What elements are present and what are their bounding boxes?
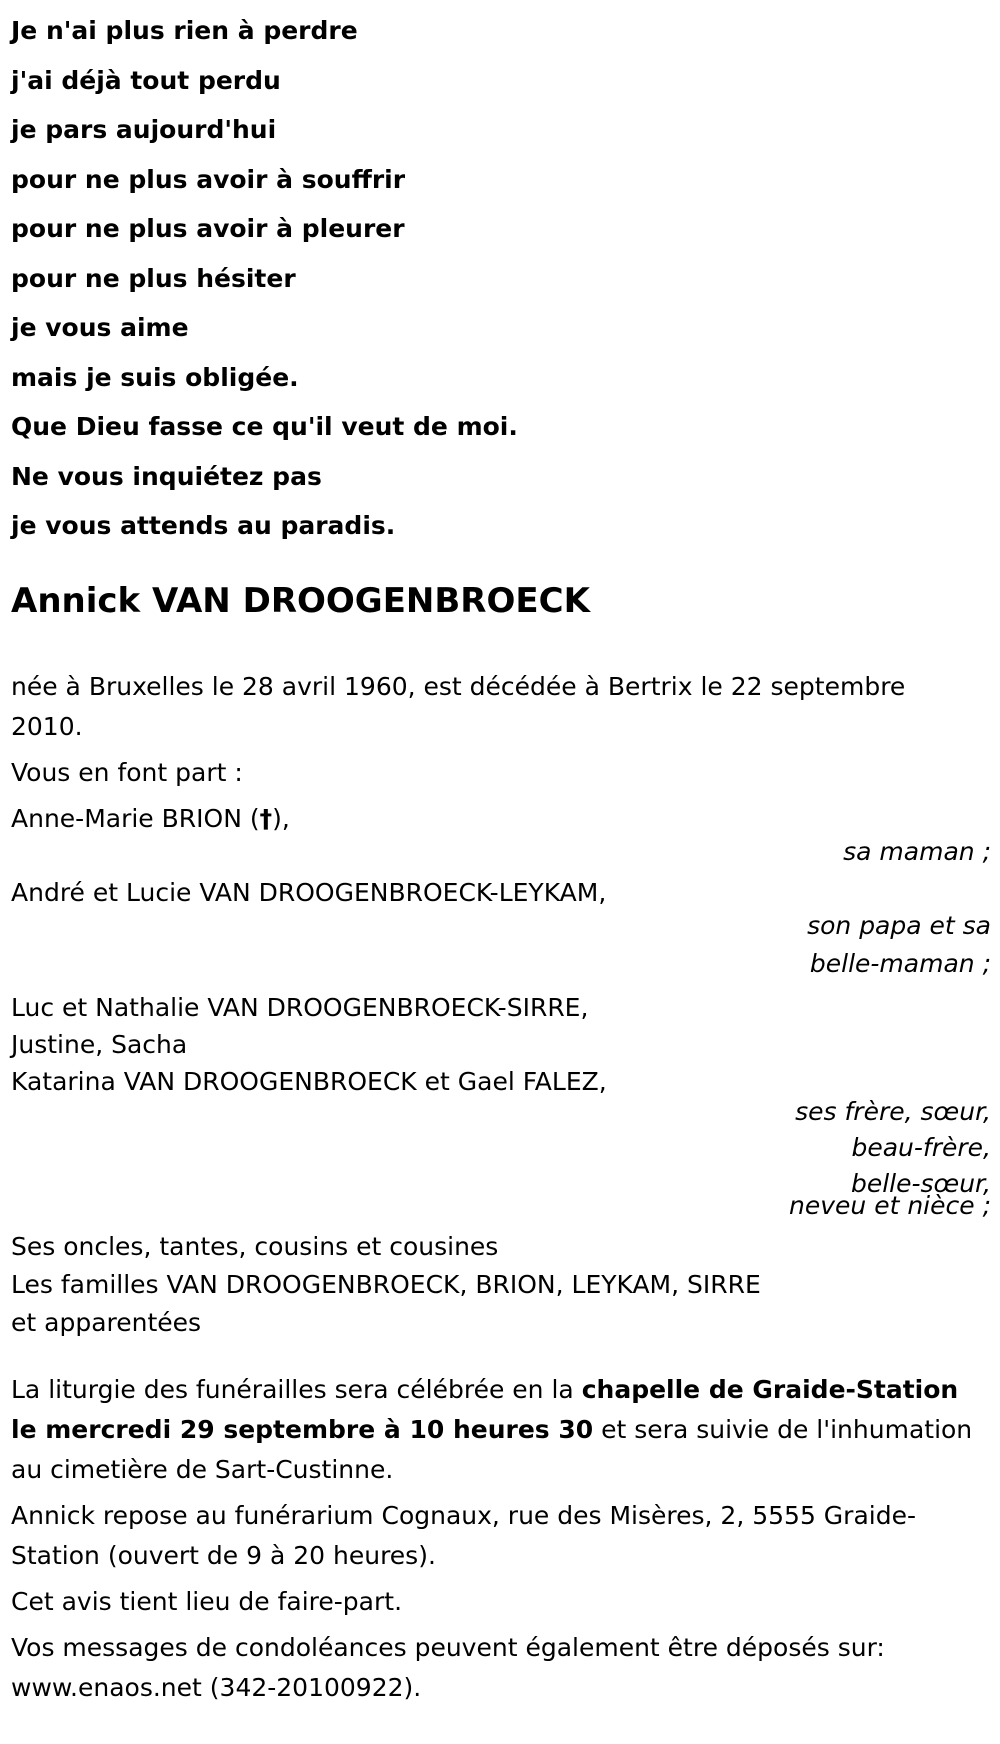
poem [11, 0, 1000, 551]
funeral-intro: La liturgie des funérailles sera célébrée en la [11, 1374, 582, 1404]
others-line-2: Les familles VAN DROOGENBROECK, BRION, LEYKAM, SIRRE [11, 1269, 761, 1299]
siblings-relation-1: ses frère, sœur, [795, 1096, 991, 1126]
poem-line: je vous attends au paradis. [11, 511, 396, 540]
funeral-date: le mercredi 29 septembre à 10 heures 30 [11, 1414, 594, 1444]
siblings-relation-3: belle-sœur, [850, 1168, 991, 1198]
birth-death-text: née à Bruxelles le 28 avril 1960, est décédée à Bertrix le 22 septembre 2010. [11, 671, 906, 741]
poem-line: Ne vous inquiétez pas [11, 461, 322, 491]
funeral-text [11, 1370, 991, 1490]
poem-line: pour ne plus avoir à pleurer [11, 214, 405, 243]
obituary-body [11, 667, 991, 1708]
poem-line: pour ne plus hésiter [11, 263, 296, 293]
siblings-line-2: Justine, Sacha [11, 1029, 188, 1059]
funeral-rest: et sera suivie de l'inhumation au cimetière de Sart-Custinne. [11, 1414, 973, 1484]
father-relation-2: belle-maman ; [809, 948, 991, 978]
poem-line: pour ne plus avoir à souffrir [11, 164, 406, 194]
condolences-text: Vos messages de condoléances peuvent également être déposés sur: www.enaos.net (342-20100922). [11, 1632, 885, 1702]
poem-line: Je n'ai plus rien à perdre [11, 16, 358, 45]
mother-name-text: Anne-Marie BRION ( [11, 803, 260, 833]
mother-relation: sa maman ; [843, 836, 991, 866]
notice-text: Cet avis tient lieu de faire-part. [11, 1586, 403, 1616]
announce-text: Vous en font part : [11, 757, 243, 787]
cross-icon: † [259, 803, 273, 833]
siblings-line-3: Katarina VAN DROOGENBROECK et Gael FALEZ, [11, 1066, 607, 1096]
siblings-relation-2: beau-frère, [851, 1132, 991, 1162]
poem-line: j'ai déjà tout perdu [11, 65, 281, 95]
others-line-1: Ses oncles, tantes, cousins et cousines [11, 1231, 499, 1261]
family-mother [11, 799, 991, 871]
mother-name-tail: ), [272, 803, 290, 833]
family-father [11, 873, 991, 983]
others-line-3: et apparentées [11, 1307, 202, 1337]
family-siblings [11, 989, 991, 1224]
funeral-place: chapelle de Graide-Station [581, 1374, 959, 1404]
father-relation-1: son papa et sa [807, 910, 991, 940]
poem-line: je pars aujourd'hui [11, 115, 277, 144]
family-others [11, 1228, 991, 1342]
poem-line: mais je suis obligée. [11, 362, 299, 392]
siblings-line-1: Luc et Nathalie VAN DROOGENBROECK-SIRRE, [11, 992, 589, 1022]
siblings-relation-4: neveu et nièce ; [789, 1190, 991, 1220]
poem-line: je vous aime [11, 313, 189, 342]
father-name: André et Lucie VAN DROOGENBROECK-LEYKAM, [11, 877, 607, 907]
rest-place-text: Annick repose au funérarium Cognaux, rue des Misères, 2, 5555 Graide-Station (ouvert de 9 à 20 heures). [11, 1500, 916, 1570]
deceased-name: Annick VAN DROOGENBROECK [11, 580, 590, 621]
poem-line: Que Dieu fasse ce qu'il veut de moi. [11, 412, 518, 441]
